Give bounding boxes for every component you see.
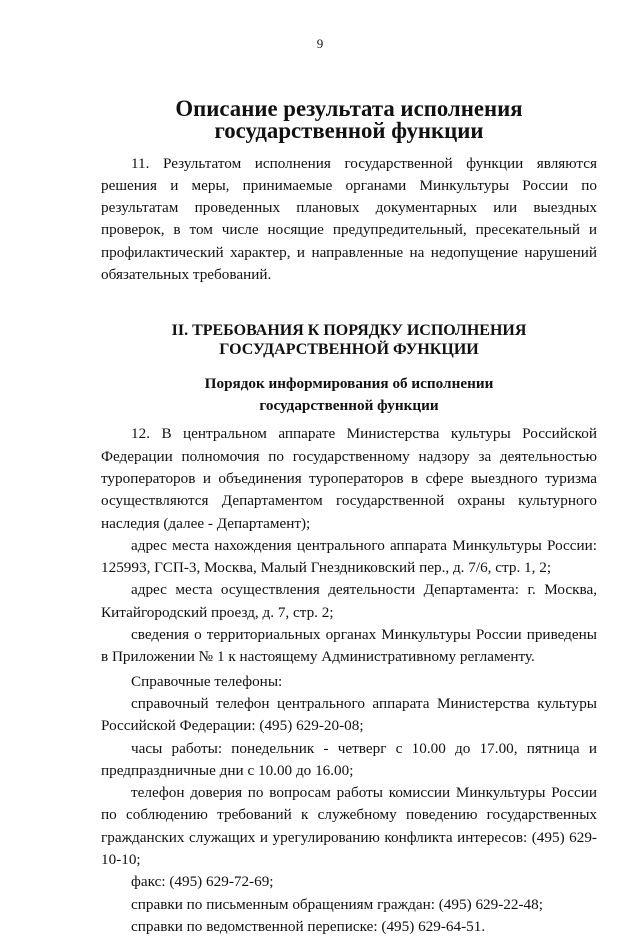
written-requests-paragraph: справки по письменным обращениям граждан: (495) 629-22-48; (131, 895, 543, 913)
trust-phone-paragraph: телефон доверия по вопросам работы комиссии Минкультуры России по соблюдению требований к служебному поведению государственных гражданских служащих и урегулированию конфликта интересов: (495) 629-10-10; (101, 784, 597, 869)
section-two-title (101, 321, 597, 359)
subsection-title-line-1: Порядок информирования об исполнении (204, 375, 494, 393)
page-number: 9 (316, 36, 324, 51)
departmental-correspondence-paragraph: справки по ведомственной переписке: (495) 629-64-51. (131, 917, 486, 935)
section-two-title-line-2: ГОСУДАРСТВЕННОЙ ФУНКЦИИ (219, 341, 479, 359)
address-department-paragraph: адрес места осуществления деятельности Департамента: г. Москва, Китайгородский проезд, д. 7, стр. 2; (101, 581, 597, 621)
address-central-paragraph: адрес места нахождения центрального аппарата Минкультуры России: 125993, ГСП-3, Москва, Малый Гнездниковский пер., д. 7/6, стр. 1, 2; (101, 536, 597, 577)
page-content (101, 98, 597, 938)
section-two-title-line-1: II. ТРЕБОВАНИЯ К ПОРЯДКУ ИСПОЛНЕНИЯ (171, 322, 527, 340)
paragraph-11: 11. Результатом исполнения государственной функции являются решения и меры, принимаемые органами Минкультуры России по результатам проведенных плановых документарных или выездных проверок, в том числе носящие предупредительный, пресекательный и профилактический характер, и направленные на недопущение нарушений обязательных требований. (101, 154, 597, 284)
paragraph-12: 12. В центральном аппарате Министерства культуры Российской Федерации полномочия по государственному надзору за деятельностью туроператоров и объединения туроператоров в сфере выездного туризма осуществляются Департаментом государственной охраны культурного наследия (далее - Департамент); (101, 425, 597, 532)
subsection-title-line-2: государственной функции (259, 397, 439, 415)
phones-heading: Справочные телефоны: (131, 672, 283, 690)
working-hours-paragraph: часы работы: понедельник - четверг с 10.00 до 17.00, пятница и предпраздничные дни с 10.00 до 16.00; (101, 739, 597, 779)
subsection-informing-title (101, 373, 597, 417)
reference-phone-paragraph: справочный телефон центрального аппарата Министерства культуры Российской Федерации: (495) 629-20-08; (101, 694, 597, 735)
fax-paragraph: факс: (495) 629-72-69; (131, 873, 274, 891)
section-result-title: Описание результата исполнения государственной функции (175, 96, 523, 144)
territorial-bodies-paragraph: сведения о территориальных органах Минкультуры России приведены в Приложении № 1 к настоящему Административному регламенту. (101, 626, 597, 666)
